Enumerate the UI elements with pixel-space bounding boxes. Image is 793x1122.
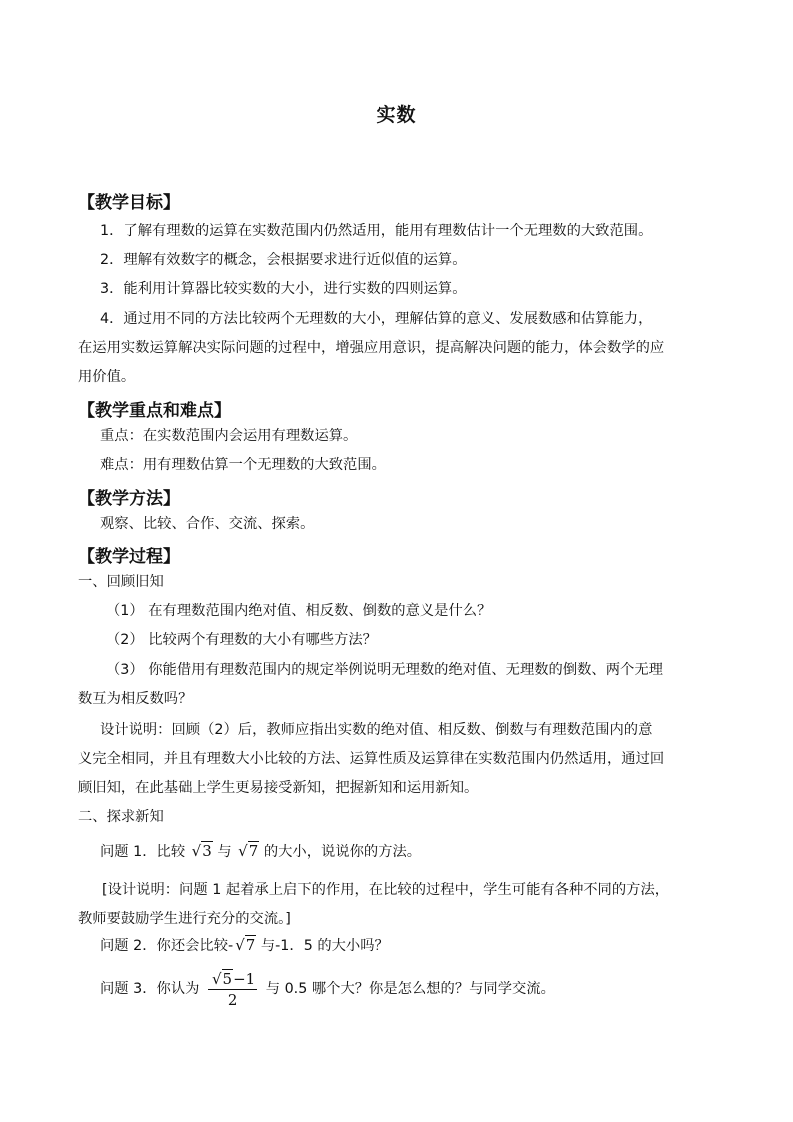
review-question-2: （2） 比较两个有理数的大小有哪些方法？ [106, 632, 377, 648]
page-title: 实数 [376, 104, 417, 126]
design-note-1-line-1: 设计说明：回顾（2）后，教师应指出实数的绝对值、相反数、倒数与有理数范围内的意 [100, 722, 653, 738]
sqrt-5-radicand: 5 [222, 969, 233, 988]
goal-1: 1．了解有理数的运算在实数范围内仍然适用，能用有理数估计一个无理数的大致范围。 [100, 223, 653, 239]
keypoint-focus: 重点：在实数范围内会运用有理数运算。 [100, 428, 358, 444]
goal-2: 2．理解有效数字的概念，会根据要求进行近似值的运算。 [100, 252, 467, 268]
part-1-heading: 一、回顾旧知 [78, 574, 164, 590]
section-heading-process: 【教学过程】 [78, 547, 180, 567]
problem-1 [100, 837, 421, 867]
section-heading-keypoints: 【教学重点和难点】 [78, 401, 231, 421]
problem-1-suffix: 的大小，说说你的方法。 [263, 844, 422, 860]
review-question-1: （1） 在有理数范围内绝对值、相反数、倒数的意义是什么？ [106, 603, 492, 619]
problem-3-prefix: 问题 3．你认为 [100, 981, 200, 997]
review-question-3-line-1: （3） 你能借用有理数范围内的规定举例说明无理数的绝对值、无理数的倒数、两个无理 [106, 662, 663, 678]
goal-4-line-2: 在运用实数运算解决实际问题的过程中，增强应用意识，提高解决问题的能力，体会数学的应 [78, 340, 665, 356]
keypoint-difficulty: 难点：用有理数估算一个无理数的大致范围。 [100, 457, 386, 473]
part-2-heading: 二、探求新知 [78, 809, 164, 825]
sqrt-7-radicand: 7 [245, 936, 256, 954]
goal-3: 3．能利用计算器比较实数的大小，进行实数的四则运算。 [100, 281, 467, 297]
sqrt-3-radicand: 3 [202, 842, 212, 860]
sqrt-7: √7 [235, 936, 256, 954]
problem-2-suffix: 与-1．5 的大小吗？ [260, 938, 389, 954]
problem-2 [100, 931, 389, 961]
design-note-2-line-1: [设计说明：问题 1 起着承上启下的作用，在比较的过程中，学生可能有各种不同的方法， [102, 882, 670, 898]
design-note-1-line-2: 义完全相同，并且有理数大小比较的方法、运算性质及运算律在实数范围内仍然适用，通过回 [78, 751, 665, 767]
fraction-sqrt5-minus-1-over-2 [208, 969, 257, 1010]
fraction-numerator: √5−1 [208, 969, 257, 990]
problem-1-prefix: 问题 1．比较 [100, 844, 186, 860]
problem-2-prefix: 问题 2．你还会比较- [100, 938, 234, 954]
methods-text: 观察、比较、合作、交流、探索。 [100, 516, 315, 532]
review-question-3-line-2: 数互为相反数吗？ [78, 691, 193, 707]
sqrt-3: √3 [191, 842, 212, 860]
section-heading-methods: 【教学方法】 [78, 489, 180, 509]
goal-4-line-3: 用价值。 [78, 369, 136, 385]
design-note-2-line-2: 教师要鼓励学生进行充分的交流。] [78, 911, 291, 927]
numerator-tail: −1 [233, 969, 256, 988]
section-heading-goals: 【教学目标】 [78, 193, 180, 213]
sqrt-7-radicand: 7 [248, 842, 259, 860]
problem-3 [100, 966, 555, 1012]
design-note-1-line-3: 顾旧知，在此基础上学生更易接受新知，把握新知和运用新知。 [78, 780, 479, 796]
problem-1-mid: 与 [217, 844, 232, 860]
goal-4-line-1: 4．通过用不同的方法比较两个无理数的大小，理解估算的意义、发展数感和估算能力， [100, 311, 653, 327]
fraction-denominator: 2 [227, 990, 238, 1009]
sqrt-7: √7 [238, 842, 259, 860]
problem-3-suffix: 与 0.5 哪个大？你是怎么想的？与同学交流。 [265, 981, 555, 997]
